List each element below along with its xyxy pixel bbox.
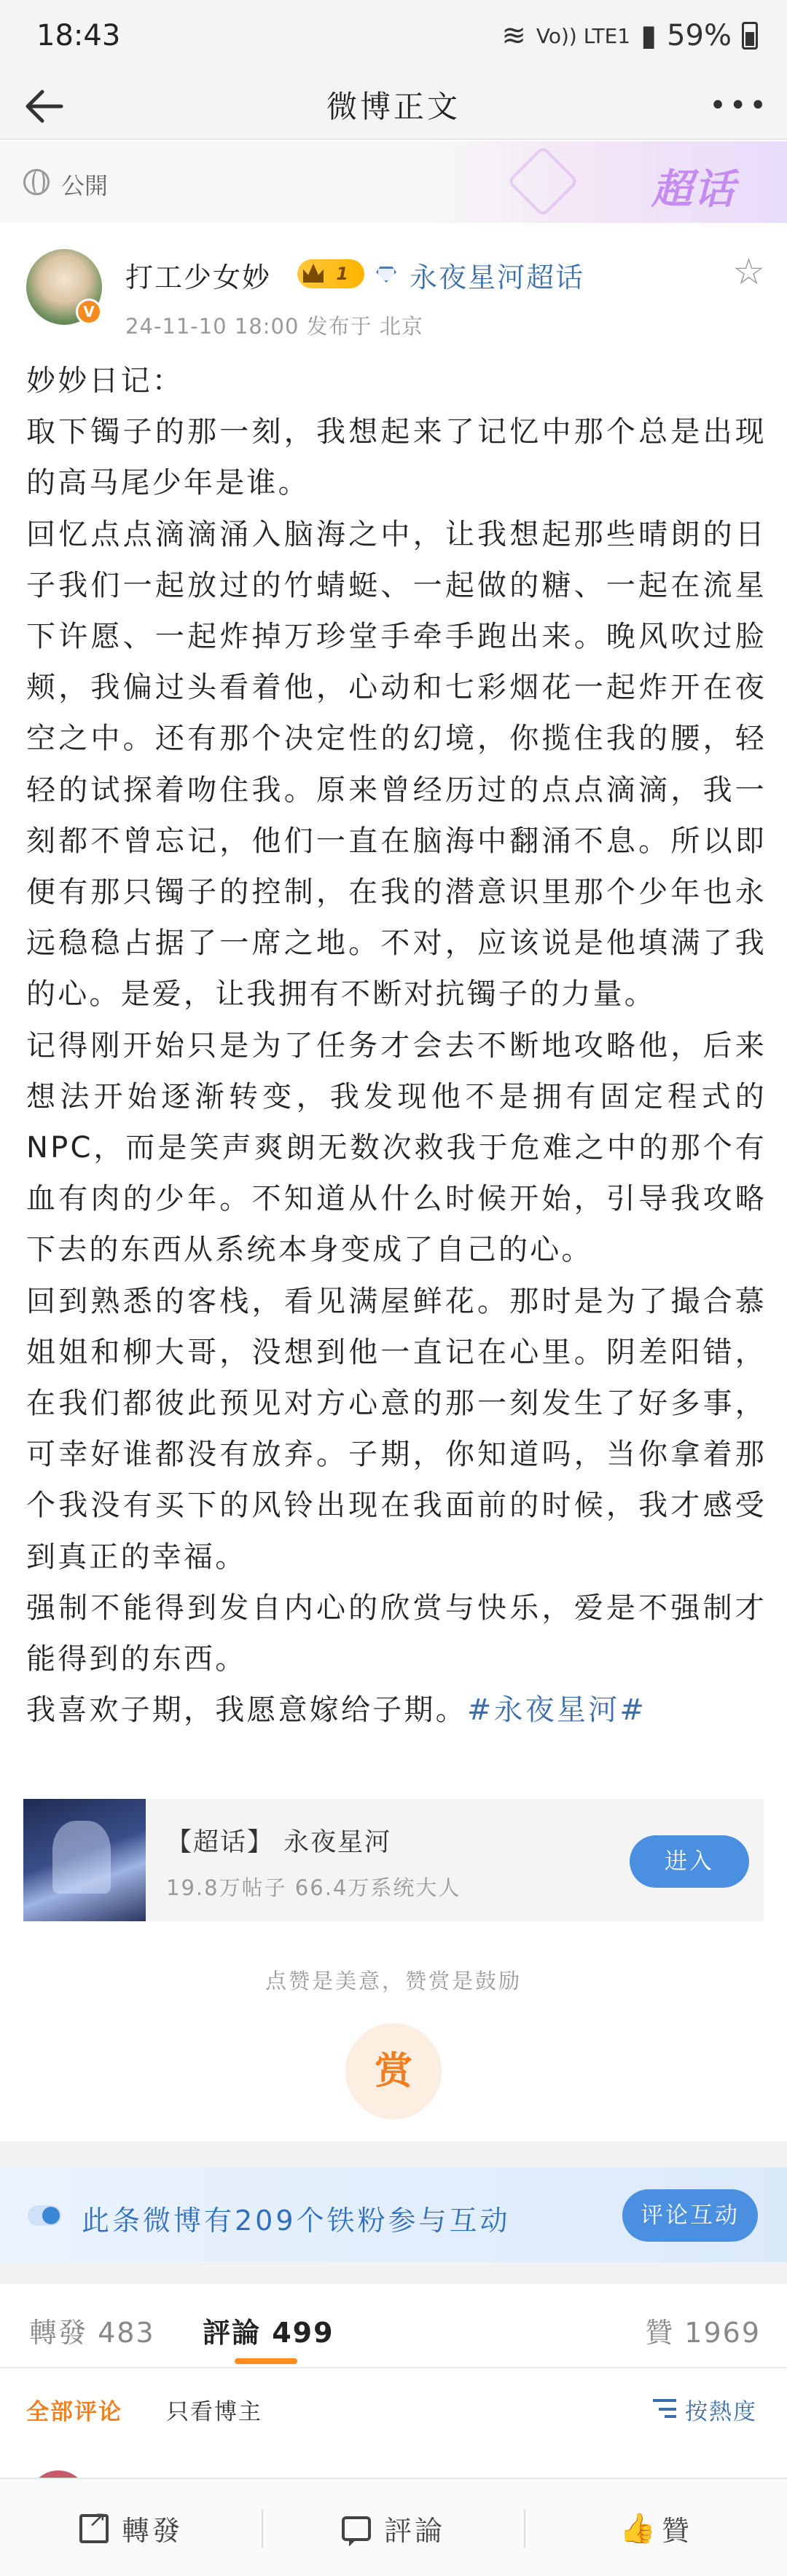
post-last-line xyxy=(26,1685,767,1736)
filter-all-comments[interactable]: 全部评论 xyxy=(26,2399,122,2425)
post-paragraph: 回到熟悉的客栈，看见满屋鲜花。那时是为了撮合慕姐姐和柳大哥，没想到他一直记在心里。阴差阳错，在我们都彼此预见对方心意的那一刻发生了好多事，可幸好谁都没有放弃。子期，你知道吗，当你拿着那个我没有买下的风铃出现在我面前的时候，我才感受到真正的幸福。 xyxy=(26,1284,767,1574)
comment-list-peek xyxy=(0,2441,787,2478)
topic-title: 【超话】 永夜星河 xyxy=(166,1828,392,1857)
comment-label: 評論 xyxy=(383,2515,445,2547)
reward-button[interactable]: 赏 xyxy=(345,2023,442,2119)
like-label: 贊 xyxy=(661,2515,692,2547)
like-button[interactable] xyxy=(525,2479,787,2576)
enter-topic-button[interactable]: 进入 xyxy=(630,1835,749,1888)
post-paragraph: 回忆点点滴滴涌入脑海之中，让我想起那些晴朗的日子我们一起放过的竹蜻蜓、一起做的糖、一起在流星下许愿、一起炸掉万珍堂手牵手跑出来。晚风吹过脸颊，我偏过头看着他，心动和七彩烟花一起炸开在夜空之中。还有那个决定性的幻境，你揽住我的腰，轻轻的试探着吻住我。原来曾经历过的点点滴滴，我一刻都不曾忘记，他们一直在脑海中翻涌不息。所以即便有那只镯子的控制，在我的潜意识里那个少年也永远稳稳占据了一席之地。不对，应该说是他填满了我的心。是爱，让我拥有不断对抗镯子的力量。 xyxy=(26,517,767,1012)
status-time: 18:43 xyxy=(36,19,121,52)
star-icon[interactable]: ☆ xyxy=(732,251,765,293)
section-divider xyxy=(0,2262,787,2284)
topic-link[interactable]: 永夜星河超话 xyxy=(410,261,585,294)
post-meta: 24-11-10 18:00 发布于 北京 xyxy=(125,314,423,339)
crown-icon xyxy=(303,264,324,283)
globe-icon xyxy=(23,169,50,195)
comment-interact-button[interactable]: 评论互动 xyxy=(622,2189,758,2242)
fan-interaction-text: 此条微博有209个铁粉参与互动 xyxy=(82,2205,511,2237)
signal-icon: ▮ xyxy=(641,19,657,52)
more-options-icon[interactable]: ••• xyxy=(709,89,770,122)
engagement-tabs xyxy=(0,2284,787,2368)
topic-diamond-icon xyxy=(376,267,396,283)
status-indicators xyxy=(501,19,758,52)
topic-stats: 19.8万帖子 66.4万系统大人 xyxy=(166,1875,461,1900)
verified-v-icon: V xyxy=(76,299,102,325)
post-paragraph: 记得刚开始只是为了任务才会去不断地攻略他，后来想法开始逐渐转变，我发现他不是拥有固定程式的NPC，而是笑声爽朗无数次救我于危难之中的那个有血有肉的少年。不知道从什么时候开始，引导我攻略下去的东西从系统本身变成了自己的心。 xyxy=(26,1028,767,1267)
bottom-toolbar xyxy=(0,2478,787,2576)
page-title: 微博正文 xyxy=(326,89,461,125)
repost-button[interactable] xyxy=(0,2479,262,2576)
sort-icon xyxy=(653,2399,676,2419)
toggle-icon xyxy=(28,2205,61,2226)
reward-hint: 点赞是美意，赞赏是鼓励 xyxy=(265,1969,522,1993)
sort-by-hot[interactable]: 按熱度 xyxy=(685,2399,757,2425)
hashtag-link[interactable]: #永夜星河# xyxy=(466,1693,647,1728)
post-paragraph: 强制不能得到发自内心的欣赏与快乐，爱是不强制才能得到的东西。 xyxy=(26,1591,767,1677)
comment-button[interactable] xyxy=(262,2479,525,2576)
filter-author-only[interactable]: 只看博主 xyxy=(166,2399,262,2425)
battery-percent: 59% xyxy=(667,19,732,52)
nav-bar xyxy=(0,73,787,140)
tab-comments[interactable]: 評論 499 xyxy=(203,2317,334,2349)
comment-icon xyxy=(342,2516,371,2541)
network-label: Vo)) LTE1 xyxy=(536,23,631,48)
diamond-decoration-icon xyxy=(507,146,579,218)
thumbs-up-icon: 👍 xyxy=(619,2511,659,2545)
fan-interaction-banner xyxy=(0,2167,787,2262)
topic-cover-image xyxy=(23,1799,146,1921)
tab-reposts[interactable]: 轉發 483 xyxy=(29,2317,155,2349)
visibility-label: 公開 xyxy=(61,172,109,200)
battery-icon xyxy=(742,22,758,50)
post-last-text: 我喜欢子期，我愿意嫁给子期。 xyxy=(26,1693,467,1728)
level-number: 1 xyxy=(336,264,348,284)
level-badge[interactable] xyxy=(297,259,364,288)
repost-icon xyxy=(79,2514,109,2543)
post-paragraph: 妙妙日记： xyxy=(26,364,184,398)
status-bar xyxy=(0,0,787,73)
visibility-banner xyxy=(0,141,787,223)
active-tab-indicator xyxy=(235,2358,297,2364)
tab-likes[interactable]: 贊 1969 xyxy=(645,2317,761,2349)
post-paragraph: 取下镯子的那一刻，我想起来了记忆中那个总是出现的高马尾少年是谁。 xyxy=(26,415,767,500)
author-header xyxy=(0,223,787,347)
topic-card[interactable] xyxy=(23,1799,764,1921)
wifi-icon: ≋ xyxy=(501,19,526,52)
comment-filters xyxy=(0,2368,787,2441)
author-name[interactable]: 打工少女妙 xyxy=(125,261,272,294)
chaohua-logo[interactable]: 超话 xyxy=(651,166,736,213)
section-divider xyxy=(0,2141,787,2167)
repost-label: 轉發 xyxy=(121,2515,183,2547)
post-body xyxy=(26,355,767,1736)
